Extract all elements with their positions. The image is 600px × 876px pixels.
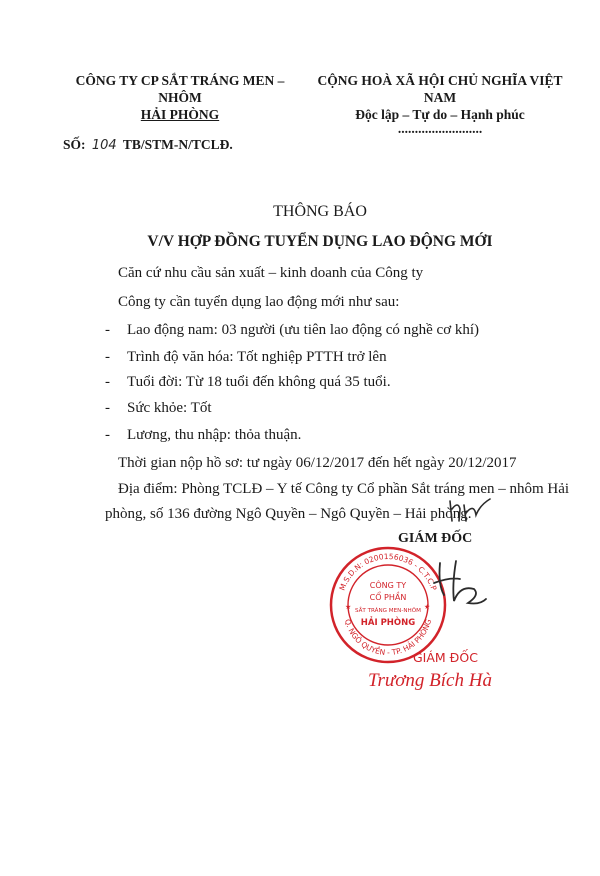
director-signature bbox=[430, 555, 490, 615]
signer-name: Trương Bích Hà bbox=[368, 670, 492, 691]
doc-number-handwritten: 104 bbox=[91, 138, 117, 153]
doc-number-prefix: SỐ: bbox=[63, 137, 86, 152]
country-line3: ......................... bbox=[397, 121, 483, 136]
doc-number-suffix: TB/STM-N/TCLĐ. bbox=[122, 137, 233, 152]
signature-title: GIÁM ĐỐC bbox=[398, 531, 473, 546]
bullet-marker: - bbox=[105, 322, 110, 338]
bullet-item: Sức khỏe: Tốt bbox=[127, 400, 212, 416]
bullet-item: Lao động nam: 03 người (ưu tiên lao động có nghề cơ khí) bbox=[127, 322, 480, 338]
seal-star-icon: ★ bbox=[424, 603, 431, 611]
intro-line2: Công ty cần tuyển dụng lao động mới như sau: bbox=[118, 294, 400, 310]
stamp-title: GIÁM ĐỐC bbox=[413, 650, 478, 665]
bullet-item: Lương, thu nhập: thỏa thuận. bbox=[127, 427, 302, 443]
bullet-item: Tuổi đời: Từ 18 tuổi đến không quá 35 tuổi. bbox=[127, 374, 391, 390]
company-line2: HẢI PHÒNG bbox=[140, 107, 220, 122]
intro-line1: Căn cứ nhu cầu sản xuất – kinh doanh của Công ty bbox=[118, 265, 424, 281]
deadline-line: Thời gian nộp hồ sơ: tư ngày 06/12/2017 đến hết ngày 20/12/2017 bbox=[118, 455, 517, 471]
bullet-marker: - bbox=[105, 400, 110, 416]
seal-line: CỔ PHẦN bbox=[369, 593, 407, 602]
seal-ring-text: M.S.D.N: 0200156036 - C.T.C.P bbox=[337, 551, 439, 592]
seal-star-icon: ★ bbox=[345, 603, 352, 611]
location-line1: Địa điểm: Phòng TCLĐ – Y tế Công ty Cổ phần Sắt tráng men – nhôm Hải bbox=[118, 481, 570, 497]
document-subject: V/V HỢP ĐỒNG TUYỂN DỤNG LAO ĐỘNG MỚI bbox=[147, 233, 493, 250]
bullet-marker: - bbox=[105, 427, 110, 443]
country-line1: CỘNG HOÀ XÃ HỘI CHỦ NGHĨA VIỆT NAM bbox=[317, 73, 563, 105]
country-line2: Độc lập – Tự do – Hạnh phúc bbox=[355, 107, 525, 122]
document-number bbox=[63, 137, 233, 153]
seal-line: SẮT TRÁNG MEN-NHÔM bbox=[355, 608, 421, 614]
bullet-item: Trình độ văn hóa: Tốt nghiệp PTTH trở lên bbox=[127, 349, 387, 365]
bullet-marker: - bbox=[105, 349, 110, 365]
national-motto bbox=[305, 72, 575, 135]
document-title: THÔNG BÁO bbox=[273, 203, 367, 220]
bullet-marker: - bbox=[105, 374, 110, 390]
seal-line: HẢI PHÒNG bbox=[360, 618, 416, 628]
location-line2: phòng, số 136 đường Ngô Quyền – Ngô Quyền – Hải phòng. bbox=[105, 506, 472, 522]
company-line1: CÔNG TY CP SẮT TRÁNG MEN – NHÔM bbox=[75, 73, 285, 105]
company-name bbox=[55, 72, 305, 123]
seal-line: CÔNG TY bbox=[369, 581, 407, 590]
initials-scribble bbox=[446, 495, 496, 525]
seal-bottom-text: Q. NGÔ QUYỀN - TP. HẢI PHÒNG bbox=[342, 618, 434, 658]
